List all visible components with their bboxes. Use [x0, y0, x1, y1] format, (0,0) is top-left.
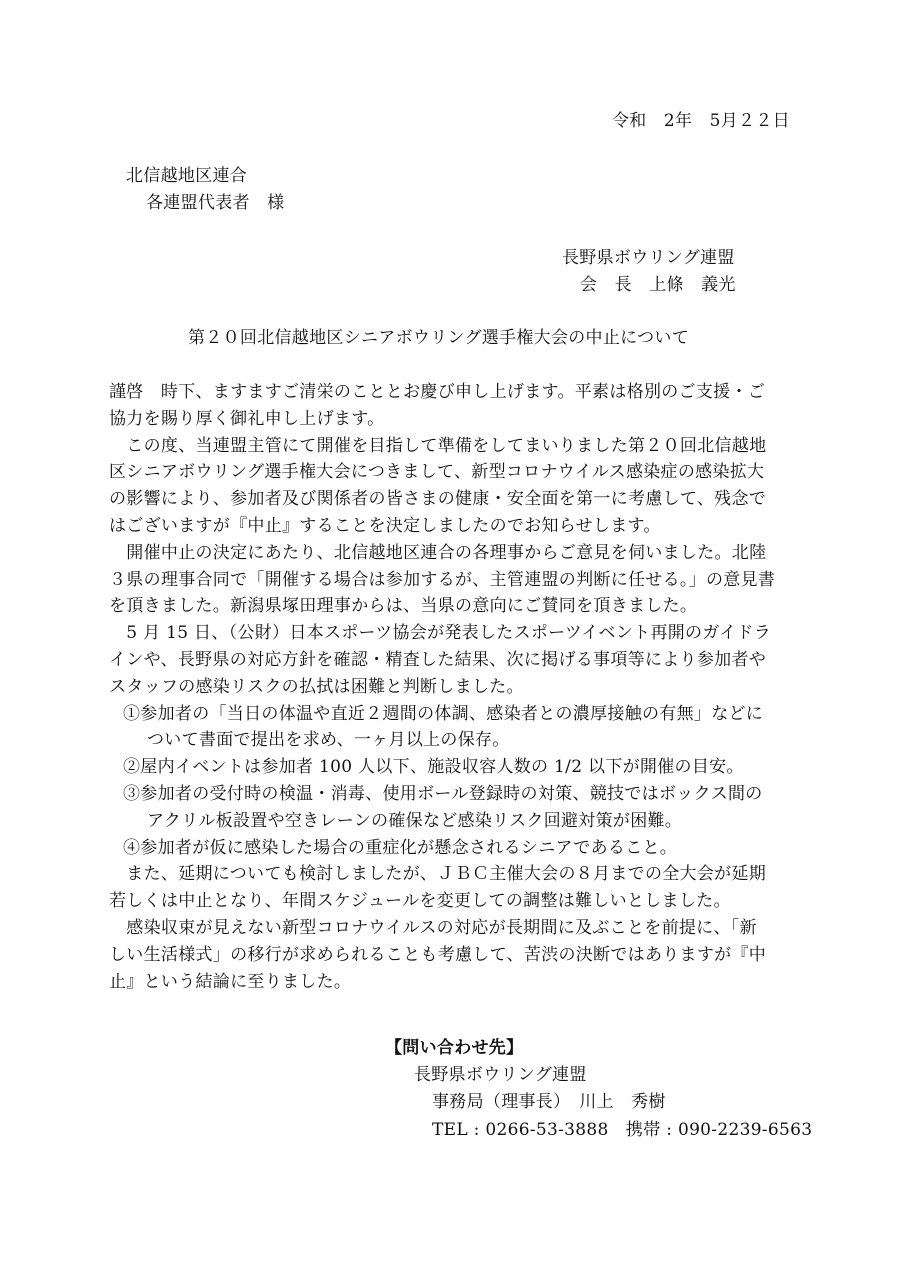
- document-title: 第２０回北信越地区シニアボウリング選手権大会の中止について: [188, 328, 690, 348]
- addressee-org: 北信越地区連合: [126, 166, 248, 186]
- body-line: 謹啓 時下、ますますご清栄のこととお慶び申し上げます。平素は格別のご支援・ご: [109, 382, 766, 402]
- list-item-3-cont: アクリル板設置や空きレーンの確保など感染リスク回避対策が困難。: [147, 810, 683, 831]
- letter-body: [109, 379, 799, 995]
- body-line: この度、当連盟主管にて開催を目指して準備をしてまいりました第２０回北信越地: [109, 435, 767, 456]
- letter-date: 令和 2年 5月２２日: [612, 111, 790, 131]
- contact-phones: TEL : 0266-53-3888 携帯 : 090-2239-6563: [432, 1120, 813, 1140]
- list-item-2: ②屋内イベントは参加者 100 人以下、施設収容人数の 1/2 以下が開催の目安。: [123, 757, 744, 778]
- list-item-1: ①参加者の「当日の体温や直近２週間の体調、感染者との濃厚接触の有無」などに: [123, 703, 764, 724]
- body-line: はございますが『中止』することを決定しましたのでお知らせします。: [109, 515, 661, 536]
- body-line: 開催中止の決定にあたり、北信越地区連合の各理事からご意見を伺いました。北陸: [109, 542, 767, 563]
- list-item-4: ④参加者が仮に感染した場合の重症化が懸念されるシニアであること。: [123, 837, 678, 858]
- body-line: 5 月 15 日、（公財）日本スポーツ協会が発表したスポーツイベント再開のガイドラ: [109, 623, 772, 644]
- body-line: ３県の理事合同で「開催する場合は参加するが、主管連盟の判断に任せる。」の意見書: [109, 569, 776, 590]
- list-item-3: ③参加者の受付時の検温・消毒、使用ボール登録時の対策、競技ではボックス間の: [123, 783, 763, 804]
- body-line: を頂きました。新潟県塚田理事からは、当県の意向にご賛同を頂きました。: [109, 596, 698, 617]
- sender-org: 長野県ボウリング連盟: [562, 248, 735, 268]
- contact-heading: 【問い合わせ先】: [385, 1038, 524, 1058]
- sender-title-name: 会 長 上條 義光: [580, 275, 736, 295]
- closing-line: 止』という結論に至りました。: [109, 971, 352, 992]
- body-line: 協力を賜り厚く御礼申し上げます。: [109, 408, 385, 429]
- contact-office: 事務局（理事長） 川上 秀樹: [432, 1092, 666, 1112]
- contact-org: 長野県ボウリング連盟: [414, 1065, 587, 1085]
- closing-line: 感染収束が見えない新型コロナウイルスの対応が長期間に及ぶことを前提に、「新: [109, 917, 757, 938]
- body-line: インや、長野県の対応方針を確認・精査した結果、次に掲げる事項等により参加者や: [109, 649, 767, 670]
- addressee-recipient: 各連盟代表者 様: [146, 193, 285, 213]
- body-line: の影響により、参加者及び関係者の皆さまの健康・安全面を第一に考慮して、残念で: [109, 489, 767, 510]
- closing-line: また、延期についても検討しましたが、ＪＢＣ主催大会の８月までの全大会が延期: [109, 864, 767, 885]
- body-line: スタッフの感染リスクの払拭は困難と判断しました。: [109, 676, 524, 697]
- body-line: 区シニアボウリング選手権大会につきまして、新型コロナウイルス感染症の感染拡大: [109, 462, 765, 483]
- closing-line: 若しくは中止となり、年間スケジュールを変更しての調整は難しいとしました。: [109, 891, 731, 912]
- closing-line: しい生活様式」の移行が求められることも考慮して、苦渋の決断ではありますが『中: [109, 944, 767, 965]
- list-item-1-cont: ついて書面で提出を求め、一ヶ月以上の保存。: [147, 730, 510, 751]
